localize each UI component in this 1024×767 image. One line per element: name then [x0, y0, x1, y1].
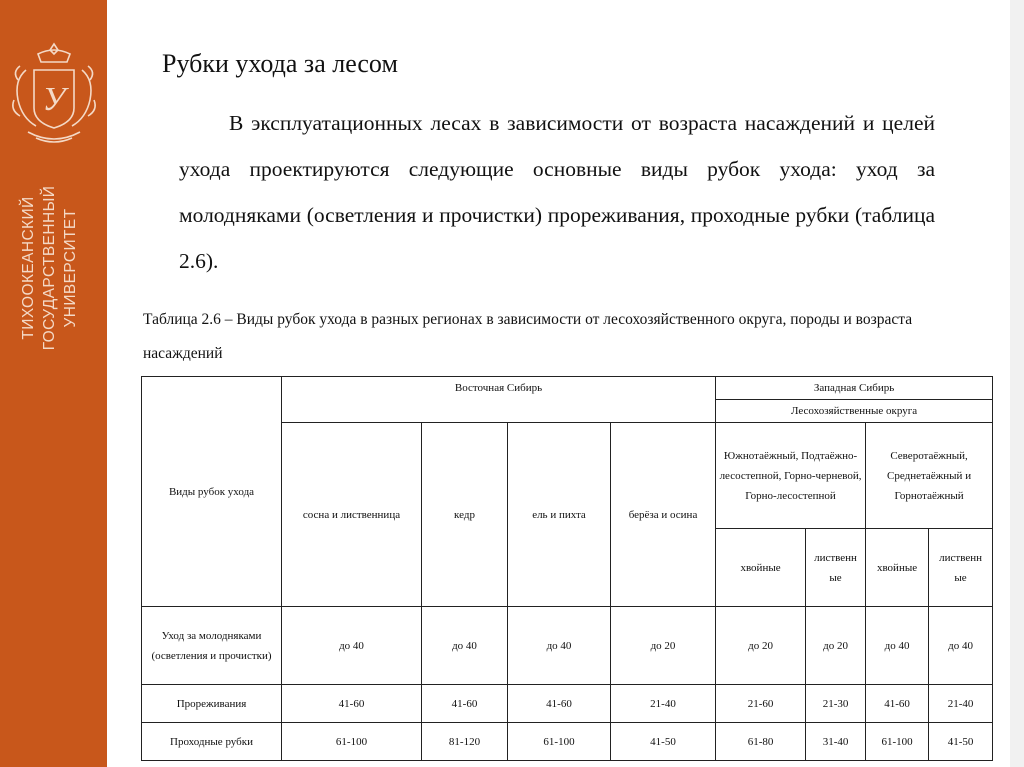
- table-cell: 41-60: [508, 685, 611, 723]
- table-cell: 41-60: [422, 685, 508, 723]
- table-cell: до 40: [282, 607, 422, 685]
- species-header: берёза и осина: [611, 423, 716, 607]
- table-cell: 21-40: [929, 685, 993, 723]
- row-label: Уход за молодняками (осветления и прочистки): [142, 607, 282, 685]
- table-cell: 61-100: [866, 723, 929, 761]
- university-name-line: ТИХООКЕАНСКИЙ: [20, 196, 37, 340]
- emblem-letter: У: [42, 81, 66, 118]
- table-cell: до 40: [866, 607, 929, 685]
- table-cell: до 40: [508, 607, 611, 685]
- row-label: Проходные рубки: [142, 723, 282, 761]
- table-cell: 21-40: [611, 685, 716, 723]
- university-coat-of-arms-icon: [8, 40, 100, 148]
- table-cell: 21-60: [716, 685, 806, 723]
- table-cell: 81-120: [422, 723, 508, 761]
- species-header: лиственн ые: [806, 529, 866, 607]
- species-header: хвойные: [866, 529, 929, 607]
- species-header: ель и пихта: [508, 423, 611, 607]
- table-cell: 61-80: [716, 723, 806, 761]
- row-label: Прореживания: [142, 685, 282, 723]
- table-caption: Таблица 2.6 – Виды рубок ухода в разных регионах в зависимости от лесохозяйственного округа, породы и возраста насаждений: [143, 311, 913, 362]
- district-header: Северотаёжный, Среднетаёжный и Горнотаёжный: [866, 423, 993, 529]
- slide-paragraph: В эксплуатационных лесах в зависимости от возраста насаждений и целей ухода проектируются следующие основные виды рубок ухода: уход за молодняками (осветления и прочистки) прореживания, проходные рубки (таблица 2.6).: [179, 111, 935, 273]
- forestry-districts-header: Лесохозяйственные округа: [716, 400, 993, 423]
- table-cell: до 20: [806, 607, 866, 685]
- table-cell: 41-60: [282, 685, 422, 723]
- table-row: [142, 723, 993, 761]
- row-header-cell: Виды рубок ухода: [142, 377, 282, 607]
- table-cell: до 20: [611, 607, 716, 685]
- district-header: Южнотаёжный, Подтаёжно-лесостепной, Горно-черневой, Горно-лесостепной: [716, 423, 866, 529]
- table-cell: до 20: [716, 607, 806, 685]
- table-cell: 61-100: [508, 723, 611, 761]
- region-east-header: Восточная Сибирь: [282, 377, 716, 423]
- right-edge-band: [1010, 0, 1024, 767]
- table-cell: 21-30: [806, 685, 866, 723]
- sidebar: [0, 0, 107, 767]
- table-cell: до 40: [422, 607, 508, 685]
- species-header: сосна и лиственница: [282, 423, 422, 607]
- table-cell: до 40: [929, 607, 993, 685]
- species-header: кедр: [422, 423, 508, 607]
- university-name-line: УНИВЕРСИТЕТ: [62, 208, 79, 328]
- species-header: лиственн ые: [929, 529, 993, 607]
- table-row: [142, 685, 993, 723]
- university-name: [18, 168, 81, 368]
- table-cell: 61-100: [282, 723, 422, 761]
- table-cell: 31-40: [806, 723, 866, 761]
- table-cell: 41-60: [866, 685, 929, 723]
- table-row: [142, 607, 993, 685]
- slide-title: Рубки ухода за лесом: [162, 49, 398, 78]
- cutting-types-table: [141, 376, 993, 761]
- species-header: хвойные: [716, 529, 806, 607]
- table-cell: 41-50: [929, 723, 993, 761]
- table-cell: 41-50: [611, 723, 716, 761]
- university-name-line: ГОСУДАРСТВЕННЫЙ: [41, 185, 58, 351]
- region-west-header: Западная Сибирь: [716, 377, 993, 400]
